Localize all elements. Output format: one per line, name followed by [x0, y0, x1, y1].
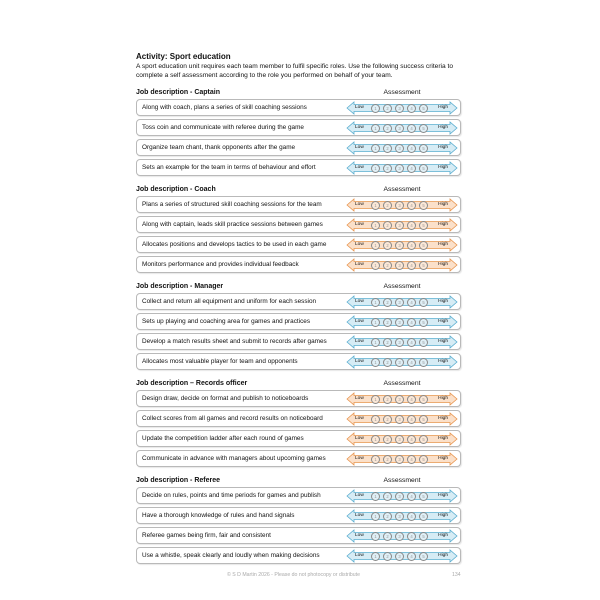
scale-low-label: Low: [355, 338, 364, 344]
rating-options: [371, 201, 428, 210]
scale-low-label: Low: [355, 201, 364, 207]
rating-options: [371, 435, 428, 444]
rating-option[interactable]: 3: [395, 512, 404, 521]
rating-option[interactable]: 3: [395, 338, 404, 347]
activity-title: Activity: Sport education: [136, 52, 231, 61]
rating-option[interactable]: 1: [371, 104, 380, 113]
scale-low-label: Low: [355, 415, 364, 421]
rating-option[interactable]: 3: [395, 241, 404, 250]
rating-option[interactable]: 2: [383, 532, 392, 541]
rating-scale[interactable]: [346, 489, 458, 503]
criteria-text: Along with coach, plans a series of skill coaching sessions: [142, 104, 307, 112]
criteria-text: Allocates positions and develops tactics to be used in each game: [142, 241, 327, 249]
section: [136, 183, 461, 273]
rating-option[interactable]: 1: [371, 221, 380, 230]
section-title: Job description - Captain: [136, 89, 221, 97]
scale-high-label: High: [438, 532, 448, 538]
scale-high-label: High: [438, 124, 448, 130]
rating-option[interactable]: 3: [395, 221, 404, 230]
criteria-row: [136, 410, 461, 427]
scale-low-label: Low: [355, 164, 364, 170]
criteria-row: [136, 99, 461, 116]
scale-high-label: High: [438, 338, 448, 344]
sections-container: [136, 86, 461, 564]
criteria-row: [136, 507, 461, 524]
scale-low-label: Low: [355, 241, 364, 247]
rating-option[interactable]: 4: [407, 241, 416, 250]
criteria-text: Allocates most valuable player for team and opponents: [142, 358, 298, 366]
rating-option[interactable]: 5: [419, 124, 428, 133]
rating-scale[interactable]: [346, 392, 458, 406]
rating-option[interactable]: 2: [383, 552, 392, 561]
criteria-row: [136, 196, 461, 213]
scale-low-label: Low: [355, 395, 364, 401]
footer-copyright: © S D Martin 2026 - Please do not photocopy or distribute: [227, 572, 361, 578]
rating-option[interactable]: 4: [407, 318, 416, 327]
rating-scale[interactable]: [346, 295, 458, 309]
scale-low-label: Low: [355, 298, 364, 304]
rating-scale[interactable]: [346, 101, 458, 115]
rating-option[interactable]: 5: [419, 201, 428, 210]
rating-options: [371, 124, 428, 133]
criteria-text: Plans a series of structured skill coaching sessions for the team: [142, 201, 322, 209]
criteria-row: [136, 390, 461, 407]
criteria-text: Have a thorough knowledge of rules and hand signals: [142, 512, 295, 520]
criteria-text: Monitors performance and provides individual feedback: [142, 261, 299, 269]
rating-scale[interactable]: [346, 412, 458, 426]
assessment-heading: Assessment: [383, 477, 421, 485]
scale-high-label: High: [438, 201, 448, 207]
activity-intro: A sport education unit requires each team member to fulfil specific roles. Use the following success criteria to complete a self assessment according to the role you performed on behalf of your team.: [136, 63, 454, 79]
criteria-row: [136, 293, 461, 310]
rating-option[interactable]: 2: [383, 455, 392, 464]
rating-option[interactable]: 5: [419, 552, 428, 561]
rating-option[interactable]: 1: [371, 318, 380, 327]
scale-high-label: High: [438, 492, 448, 498]
scale-low-label: Low: [355, 358, 364, 364]
criteria-text: Sets an example for the team in terms of behaviour and effort: [142, 164, 316, 172]
section-header: [136, 86, 461, 96]
scale-high-label: High: [438, 318, 448, 324]
section-title: Job description - Manager: [136, 283, 224, 291]
rating-option[interactable]: 5: [419, 221, 428, 230]
rating-option[interactable]: 4: [407, 164, 416, 173]
rating-option[interactable]: 2: [383, 318, 392, 327]
assessment-heading: Assessment: [383, 89, 421, 97]
criteria-text: Sets up playing and coaching area for games and practices: [142, 318, 311, 326]
scale-low-label: Low: [355, 455, 364, 461]
criteria-row: [136, 236, 461, 253]
rating-option[interactable]: 5: [419, 512, 428, 521]
rating-option[interactable]: 2: [383, 358, 392, 367]
scale-low-label: Low: [355, 124, 364, 130]
criteria-text: Toss coin and communicate with referee during the game: [142, 124, 304, 132]
criteria-text: Referee games being firm, fair and consistent: [142, 532, 271, 540]
rating-option[interactable]: 1: [371, 144, 380, 153]
scale-low-label: Low: [355, 104, 364, 110]
rating-option[interactable]: 1: [371, 455, 380, 464]
rating-option[interactable]: 1: [371, 532, 380, 541]
rating-option[interactable]: 4: [407, 532, 416, 541]
rating-option[interactable]: 1: [371, 435, 380, 444]
rating-option[interactable]: 5: [419, 241, 428, 250]
criteria-text: Organize team chant, thank opponents after the game: [142, 144, 296, 152]
rating-option[interactable]: 2: [383, 298, 392, 307]
rating-option[interactable]: 5: [419, 358, 428, 367]
rating-option[interactable]: 3: [395, 144, 404, 153]
rating-scale[interactable]: [346, 549, 458, 563]
criteria-text: Develop a match results sheet and submit to records after games: [142, 338, 327, 346]
criteria-text: Decide on rules, points and time periods for games and publish: [142, 492, 321, 500]
rating-options: [371, 455, 428, 464]
rating-scale[interactable]: [346, 452, 458, 466]
rating-option[interactable]: 5: [419, 318, 428, 327]
scale-high-label: High: [438, 144, 448, 150]
rating-option[interactable]: 4: [407, 298, 416, 307]
rating-option[interactable]: 1: [371, 298, 380, 307]
rating-option[interactable]: 1: [371, 261, 380, 270]
rating-option[interactable]: 4: [407, 124, 416, 133]
rating-option[interactable]: 2: [383, 221, 392, 230]
rating-scale[interactable]: [346, 121, 458, 135]
scale-low-label: Low: [355, 261, 364, 267]
criteria-row: [136, 139, 461, 156]
scale-high-label: High: [438, 164, 448, 170]
rating-option[interactable]: 3: [395, 318, 404, 327]
scale-low-label: Low: [355, 144, 364, 150]
rating-option[interactable]: 5: [419, 395, 428, 404]
rating-scale[interactable]: [346, 198, 458, 212]
rating-options: [371, 492, 428, 501]
rating-option[interactable]: 2: [383, 435, 392, 444]
rating-option[interactable]: 3: [395, 104, 404, 113]
rating-scale[interactable]: [346, 432, 458, 446]
rating-option[interactable]: 4: [407, 552, 416, 561]
scale-high-label: High: [438, 395, 448, 401]
rating-option[interactable]: 2: [383, 241, 392, 250]
rating-options: [371, 395, 428, 404]
rating-scale[interactable]: [346, 509, 458, 523]
rating-option[interactable]: 2: [383, 261, 392, 270]
criteria-row: [136, 527, 461, 544]
rating-option[interactable]: 5: [419, 144, 428, 153]
rating-option[interactable]: 2: [383, 415, 392, 424]
rating-option[interactable]: 2: [383, 104, 392, 113]
rating-option[interactable]: 2: [383, 124, 392, 133]
criteria-row: [136, 313, 461, 330]
rating-option[interactable]: 5: [419, 435, 428, 444]
rating-option[interactable]: 4: [407, 455, 416, 464]
rating-scale[interactable]: [346, 315, 458, 329]
rating-option[interactable]: 3: [395, 455, 404, 464]
scale-low-label: Low: [355, 512, 364, 518]
scale-high-label: High: [438, 104, 448, 110]
scale-low-label: Low: [355, 552, 364, 558]
rating-option[interactable]: 5: [419, 492, 428, 501]
criteria-row: [136, 547, 461, 564]
rating-scale[interactable]: [346, 355, 458, 369]
rating-option[interactable]: 4: [407, 261, 416, 270]
rating-options: [371, 261, 428, 270]
rating-option[interactable]: 4: [407, 338, 416, 347]
criteria-row: [136, 450, 461, 467]
section-title: Job description – Records officer: [136, 380, 248, 388]
rating-option[interactable]: 3: [395, 164, 404, 173]
rating-options: [371, 104, 428, 113]
rating-option[interactable]: 4: [407, 201, 416, 210]
rating-option[interactable]: 1: [371, 395, 380, 404]
scale-high-label: High: [438, 241, 448, 247]
worksheet: [136, 52, 461, 564]
rating-option[interactable]: 3: [395, 261, 404, 270]
rating-option[interactable]: 2: [383, 201, 392, 210]
criteria-text: Update the competition ladder after each round of games: [142, 435, 304, 443]
scale-high-label: High: [438, 261, 448, 267]
criteria-text: Use a whistle, speak clearly and loudly when making decisions: [142, 552, 320, 560]
rating-option[interactable]: 1: [371, 201, 380, 210]
rating-options: [371, 241, 428, 250]
criteria-row: [136, 256, 461, 273]
criteria-text: Along with captain, leads skill practice sessions between games: [142, 221, 323, 229]
scale-high-label: High: [438, 512, 448, 518]
rating-option[interactable]: 2: [383, 164, 392, 173]
rating-option[interactable]: 5: [419, 415, 428, 424]
rating-scale[interactable]: [346, 335, 458, 349]
assessment-heading: Assessment: [383, 283, 421, 291]
criteria-row: [136, 159, 461, 176]
criteria-text: Collect and return all equipment and uniform for each session: [142, 298, 317, 306]
rating-scale[interactable]: [346, 258, 458, 272]
rating-scale[interactable]: [346, 529, 458, 543]
rating-options: [371, 221, 428, 230]
criteria-row: [136, 119, 461, 136]
rating-option[interactable]: 4: [407, 415, 416, 424]
rating-option[interactable]: 2: [383, 144, 392, 153]
rating-option[interactable]: 4: [407, 144, 416, 153]
section-header: [136, 280, 461, 290]
rating-option[interactable]: 5: [419, 298, 428, 307]
rating-option[interactable]: 1: [371, 358, 380, 367]
rating-option[interactable]: 3: [395, 532, 404, 541]
criteria-text: Collect scores from all games and record results on noticeboard: [142, 415, 323, 423]
rating-option[interactable]: 1: [371, 124, 380, 133]
rating-option[interactable]: 2: [383, 512, 392, 521]
rating-option[interactable]: 5: [419, 455, 428, 464]
rating-option[interactable]: 5: [419, 338, 428, 347]
scale-low-label: Low: [355, 492, 364, 498]
section-header: [136, 377, 461, 387]
rating-option[interactable]: 1: [371, 512, 380, 521]
rating-scale[interactable]: [346, 141, 458, 155]
rating-options: [371, 512, 428, 521]
criteria-row: [136, 216, 461, 233]
section-title: Job description - Coach: [136, 186, 216, 194]
assessment-heading: Assessment: [383, 380, 421, 388]
assessment-heading: Assessment: [383, 186, 421, 194]
criteria-row: [136, 487, 461, 504]
criteria-row: [136, 430, 461, 447]
rating-options: [371, 358, 428, 367]
rating-option[interactable]: 1: [371, 241, 380, 250]
rating-option[interactable]: 5: [419, 261, 428, 270]
rating-options: [371, 298, 428, 307]
section: [136, 474, 461, 564]
rating-option[interactable]: 3: [395, 124, 404, 133]
rating-option[interactable]: 3: [395, 358, 404, 367]
rating-options: [371, 415, 428, 424]
criteria-row: [136, 353, 461, 370]
section: [136, 280, 461, 370]
rating-option[interactable]: 1: [371, 492, 380, 501]
rating-option[interactable]: 4: [407, 492, 416, 501]
criteria-row: [136, 333, 461, 350]
scale-low-label: Low: [355, 532, 364, 538]
rating-option[interactable]: 4: [407, 358, 416, 367]
section-header: [136, 183, 461, 193]
rating-scale[interactable]: [346, 238, 458, 252]
rating-option[interactable]: 4: [407, 435, 416, 444]
scale-high-label: High: [438, 221, 448, 227]
scale-high-label: High: [438, 435, 448, 441]
scale-low-label: Low: [355, 221, 364, 227]
rating-options: [371, 164, 428, 173]
section-header: [136, 474, 461, 484]
rating-scale[interactable]: [346, 218, 458, 232]
rating-option[interactable]: 3: [395, 435, 404, 444]
rating-option[interactable]: 4: [407, 395, 416, 404]
rating-options: [371, 532, 428, 541]
rating-option[interactable]: 3: [395, 395, 404, 404]
rating-option[interactable]: 3: [395, 552, 404, 561]
rating-option[interactable]: 4: [407, 104, 416, 113]
rating-option[interactable]: 3: [395, 201, 404, 210]
rating-option[interactable]: 5: [419, 532, 428, 541]
rating-option[interactable]: 2: [383, 338, 392, 347]
section: [136, 86, 461, 176]
rating-options: [371, 552, 428, 561]
scale-high-label: High: [438, 415, 448, 421]
rating-options: [371, 318, 428, 327]
rating-scale[interactable]: [346, 161, 458, 175]
scale-high-label: High: [438, 358, 448, 364]
criteria-text: Communicate in advance with managers about upcoming games: [142, 455, 326, 463]
rating-option[interactable]: 1: [371, 164, 380, 173]
rating-options: [371, 338, 428, 347]
rating-option[interactable]: 1: [371, 338, 380, 347]
scale-low-label: Low: [355, 435, 364, 441]
rating-option[interactable]: 4: [407, 221, 416, 230]
criteria-text: Design draw, decide on format and publish to noticeboards: [142, 395, 309, 403]
rating-option[interactable]: 2: [383, 395, 392, 404]
scale-high-label: High: [438, 552, 448, 558]
rating-option[interactable]: 4: [407, 512, 416, 521]
rating-options: [371, 144, 428, 153]
scale-high-label: High: [438, 455, 448, 461]
section-title: Job description - Referee: [136, 477, 221, 485]
scale-low-label: Low: [355, 318, 364, 324]
rating-option[interactable]: 5: [419, 164, 428, 173]
rating-option[interactable]: 1: [371, 415, 380, 424]
rating-option[interactable]: 3: [395, 492, 404, 501]
rating-option[interactable]: 3: [395, 415, 404, 424]
scale-high-label: High: [438, 298, 448, 304]
rating-option[interactable]: 5: [419, 104, 428, 113]
section: [136, 377, 461, 467]
page-number: 134: [452, 572, 461, 578]
rating-option[interactable]: 1: [371, 552, 380, 561]
rating-option[interactable]: 3: [395, 298, 404, 307]
rating-option[interactable]: 2: [383, 492, 392, 501]
